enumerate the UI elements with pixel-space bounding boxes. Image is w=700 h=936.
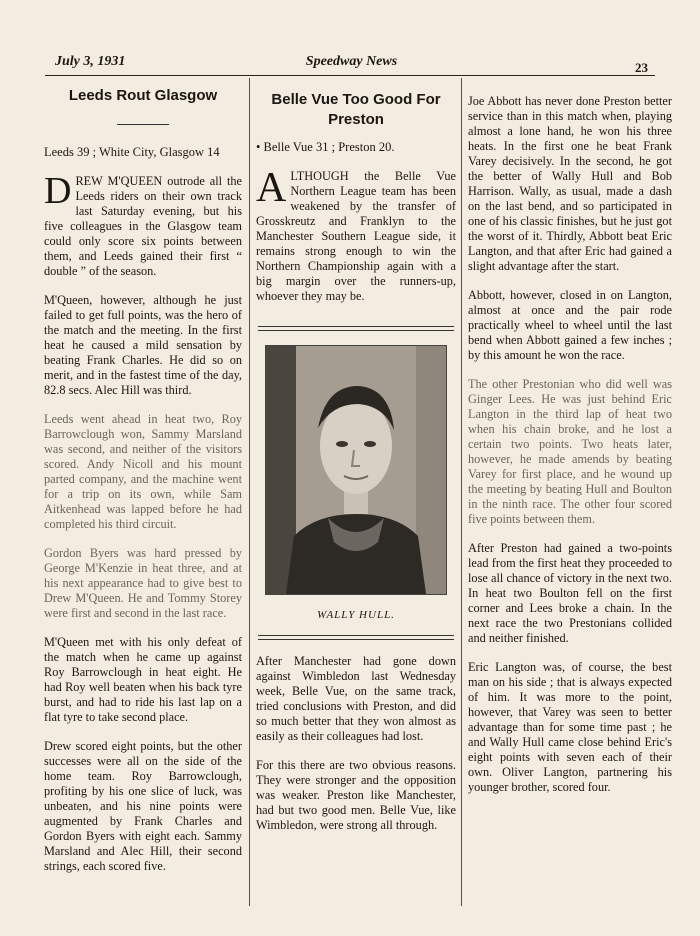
headline: Leeds Rout Glasgow <box>68 87 218 104</box>
article-belle-vue-preston <box>256 78 456 906</box>
lead-in: REW M'QUEEN <box>75 174 163 188</box>
column-divider <box>461 78 462 906</box>
photo-bottom-rule <box>258 635 454 640</box>
running-header <box>55 54 648 75</box>
paragraph: Abbott, however, closed in on Langton, almost at once and the pair rode practically wheel to wheel until the last bend when Abbott gained a few inches ; by this amount he won the race. <box>468 288 672 362</box>
column-divider <box>249 78 250 906</box>
paragraph-text: outrode all the Leeds riders on their own track last Saturday evening, but his five colleagues in the Glasgow team could only score six points between them, and Leeds gained their first “ double ” of the season. <box>44 174 242 278</box>
paragraph: Leeds went ahead in heat two, Roy Barrowclough won, Sammy Marsland was second, and neither of the visitors scored. Andy Nicoll and his mount parted company, and the machine went for a trip on its own, while Sam Aitkenhead was lapped before he had completed his third circuit. <box>44 412 242 531</box>
paragraph: M'Queen, however, although he just failed to get full points, was the hero of the match and the meeting. In the first heat he caused a mild sensation by beating Frank Charles. He did so on merit, and in the fastest time of the day, 82.8 secs. Alec Hill was third. <box>44 293 242 397</box>
paragraph: After Manchester had gone down against Wimbledon last Wednesday week, Belle Vue, on the same track, tried conclusions with Preston, and did so much better that they won almost as easily as their colleagues had lost. <box>256 654 456 743</box>
page-number: 23 <box>635 60 648 75</box>
paragraph: Gordon Byers was hard pressed by George M'Kenzie in heat three, and at his next appearance had to give best to Drew M'Queen. He and Tommy Storey were first and second in the last race. <box>44 546 242 620</box>
lead-in: LTHOUGH <box>290 169 349 183</box>
paragraph: For this there are two obvious reasons. They were stronger and the opposition was weaker. Preston like Manchester, had but two good men. Belle Vue, like Wimbledon, were strong all through. <box>256 758 456 832</box>
paragraph-text: the Belle Vue Northern League team has been weakened by the transfer of Grosskreutz and Franklyn to the Manchester Southern League side, it remains strong enough to win the Northern Championship again with a big margin over the runners-up, whoever they may be. <box>256 169 456 303</box>
photo-caption: WALLY HULL. <box>317 609 395 621</box>
paragraph: The other Prestonian who did well was Ginger Lees. He was just behind Eric Langton in the third lap of heat two when his chain broke, and he lost a certain two points. Two heats later, however, he made amends by beating Varey for first place, and he wound up the meeting by beating Hull and Boulton in the ninth race. The other four scored five points between them. <box>468 377 672 526</box>
drop-cap: A <box>256 165 287 211</box>
match-score: • Belle Vue 31 ; Preston 20. <box>256 140 395 154</box>
paragraph <box>44 170 242 279</box>
photo-top-rule <box>258 326 454 331</box>
paragraph: Joe Abbott has never done Preston better service than in this match when, playing almost a lone hand, he won his three heats. In the first one he beat Frank Varey decisively. In the second, he got the better of Wally Hull and Bob Harrison. Wally, as usual, made a dash on the last bend, and so participated in one of his classic finishes, but he just got the worst of it. Thirdly, Abbott beat Eric Langton, and that after Eric had gained a slight advantage after the start. <box>468 94 672 273</box>
article-continuation <box>468 78 672 906</box>
article-leeds-glasgow <box>44 78 242 906</box>
paragraph: M'Queen met with his only defeat of the match when he came up against Roy Barrowclough in heat eight. He had Roy well beaten when his back tyre burst, and had to ride his last lap on a flat tyre to take second place. <box>44 635 242 724</box>
headline: Belle Vue Too Good For Preston <box>271 91 441 128</box>
paragraph <box>256 165 456 304</box>
paragraph: After Preston had gained a two-points lead from the first heat they proceeded to lose all chance of victory in the next two. In heat two Boulton fell on the first corner and Lees broke a chain. In the next race the two Prestonians collided and neither finished. <box>468 541 672 645</box>
drop-cap: D <box>44 170 72 212</box>
header-rule <box>45 75 655 76</box>
publication-title: Speedway News <box>305 54 398 69</box>
portrait-photo <box>265 345 447 595</box>
paragraph: Drew scored eight points, but the other successes were all on the side of the home team. Roy Barrowclough, profiting by his one slice of luck, was unbeaten, and his nine points were augmented by Frank Charles and Gordon Byers with eight each. Sammy Marsland and Alec Hill, their second strings, each scored five. <box>44 739 242 873</box>
match-score: Leeds 39 ; White City, Glasgow 14 <box>44 145 220 159</box>
paragraph: Eric Langton was, of course, the best man on his side ; that is always expected of him. It was more to the point, however, that Varey was seen to better advantage than for some time past ; he and Wally Hull came close behind Eric's eight points with seven each of their own. Oliver Langton, partnering his younger brother, scored four. <box>468 660 672 794</box>
portrait-image <box>266 346 446 594</box>
issue-date: July 3, 1931 <box>55 54 126 69</box>
separator-rule <box>117 124 169 125</box>
